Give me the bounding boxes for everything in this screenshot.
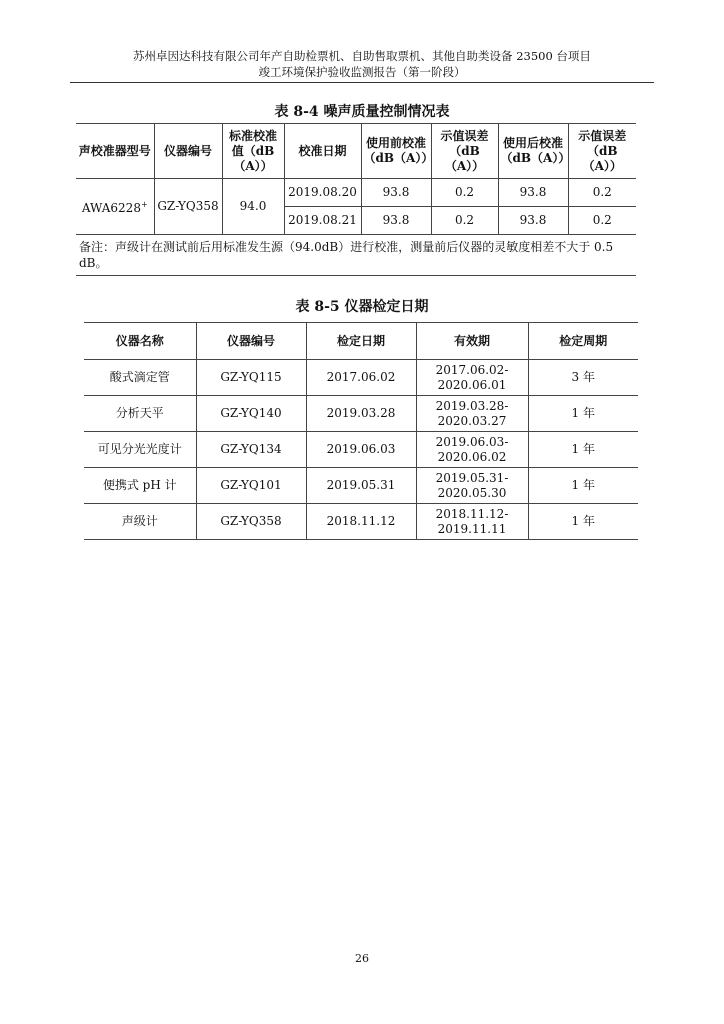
col-header: 使用后校准（dB（A））	[498, 124, 568, 179]
calibration-date-cell: 2018.11.12	[306, 504, 416, 540]
validity-cell	[416, 360, 528, 396]
col-header: 校准日期	[284, 124, 361, 179]
instrument-name-cell: 分析天平	[84, 396, 196, 432]
period-cell: 1 年	[528, 432, 638, 468]
table-8-5-caption: 表 8-5 仪器检定日期	[295, 299, 429, 315]
model-superscript: +	[140, 200, 148, 209]
col-header: 使用前校准（dB（A））	[361, 124, 431, 179]
instrument-name-cell: 便携式 pH 计	[84, 468, 196, 504]
validity-cell	[416, 504, 528, 540]
valid-to: 2020.03.27	[437, 413, 507, 428]
header-line-2: 竣工环境保护验收监测报告（第一阶段）	[258, 65, 466, 79]
calibration-date-cell: 2019.06.03	[306, 432, 416, 468]
after-cell: 93.8	[498, 179, 568, 207]
noise-qc-table	[76, 123, 636, 276]
instrument-id-cell: GZ-YQ140	[196, 396, 306, 432]
table-row	[84, 504, 638, 540]
error-cell: 0.2	[568, 207, 636, 235]
col-header: 示值误差（dB（A））	[431, 124, 498, 179]
valid-to: 2020.05.30	[437, 485, 507, 500]
col-header: 检定日期	[306, 323, 416, 360]
valid-to: 2019.11.11	[437, 521, 507, 536]
period-cell: 1 年	[528, 468, 638, 504]
validity-cell	[416, 468, 528, 504]
page-number: 26	[355, 952, 369, 965]
instrument-id-cell: GZ-YQ115	[196, 360, 306, 396]
model-text: AWA6228	[81, 201, 141, 215]
instrument-id-cell: GZ-YQ358	[196, 504, 306, 540]
table-row	[84, 468, 638, 504]
before-cell: 93.8	[361, 207, 431, 235]
table-header-row	[76, 124, 636, 179]
after-cell: 93.8	[498, 207, 568, 235]
error-cell: 0.2	[568, 179, 636, 207]
valid-to: 2020.06.02	[437, 449, 507, 464]
valid-from: 2019.03.28-	[435, 398, 509, 413]
instrument-id-cell: GZ-YQ358	[154, 179, 222, 235]
col-header: 检定周期	[528, 323, 638, 360]
instrument-id-cell: GZ-YQ134	[196, 432, 306, 468]
period-cell: 1 年	[528, 396, 638, 432]
model-cell	[76, 179, 154, 235]
date-cell: 2019.08.21	[284, 207, 361, 235]
table-row	[76, 179, 636, 207]
col-header: 标准校准值（dB（A））	[222, 124, 284, 179]
valid-from: 2019.05.31-	[435, 470, 509, 485]
valid-from: 2019.06.03-	[435, 434, 509, 449]
instrument-name-cell: 可见分光光度计	[84, 432, 196, 468]
instrument-name-cell: 声级计	[84, 504, 196, 540]
table-row	[84, 360, 638, 396]
calibration-date-cell: 2019.05.31	[306, 468, 416, 504]
calibration-date-cell: 2019.03.28	[306, 396, 416, 432]
date-cell: 2019.08.20	[284, 179, 361, 207]
report-header	[70, 48, 654, 80]
validity-cell	[416, 432, 528, 468]
instrument-id-cell: GZ-YQ101	[196, 468, 306, 504]
calibration-date-cell: 2017.06.02	[306, 360, 416, 396]
header-line-1: 苏州卓因达科技有限公司年产自助检票机、自助售取票机、其他自助类设备 23500 台项目	[133, 49, 591, 63]
valid-from: 2018.11.12-	[435, 506, 509, 521]
instrument-name-cell: 酸式滴定管	[84, 360, 196, 396]
before-cell: 93.8	[361, 179, 431, 207]
col-header: 仪器名称	[84, 323, 196, 360]
error-cell: 0.2	[431, 179, 498, 207]
col-header: 仪器编号	[196, 323, 306, 360]
note-row	[76, 235, 636, 276]
note-cell: 备注：声级计在测试前后用标准发生源（94.0dB）进行校准，测量前后仪器的灵敏度相差不大于 0.5 dB。	[76, 235, 636, 276]
valid-to: 2020.06.01	[437, 377, 507, 392]
table-8-4-caption: 表 8-4 噪声质量控制情况表	[274, 104, 450, 120]
validity-cell	[416, 396, 528, 432]
table-row	[84, 396, 638, 432]
period-cell: 3 年	[528, 360, 638, 396]
period-cell: 1 年	[528, 504, 638, 540]
header-rule	[70, 82, 654, 83]
col-header: 有效期	[416, 323, 528, 360]
valid-from: 2017.06.02-	[435, 362, 509, 377]
error-cell: 0.2	[431, 207, 498, 235]
instrument-calibration-table	[84, 322, 638, 540]
col-header: 声校准器型号	[76, 124, 154, 179]
table-header-row	[84, 323, 638, 360]
col-header: 示值误差（dB（A））	[568, 124, 636, 179]
standard-value-cell: 94.0	[222, 179, 284, 235]
table-row	[84, 432, 638, 468]
col-header: 仪器编号	[154, 124, 222, 179]
